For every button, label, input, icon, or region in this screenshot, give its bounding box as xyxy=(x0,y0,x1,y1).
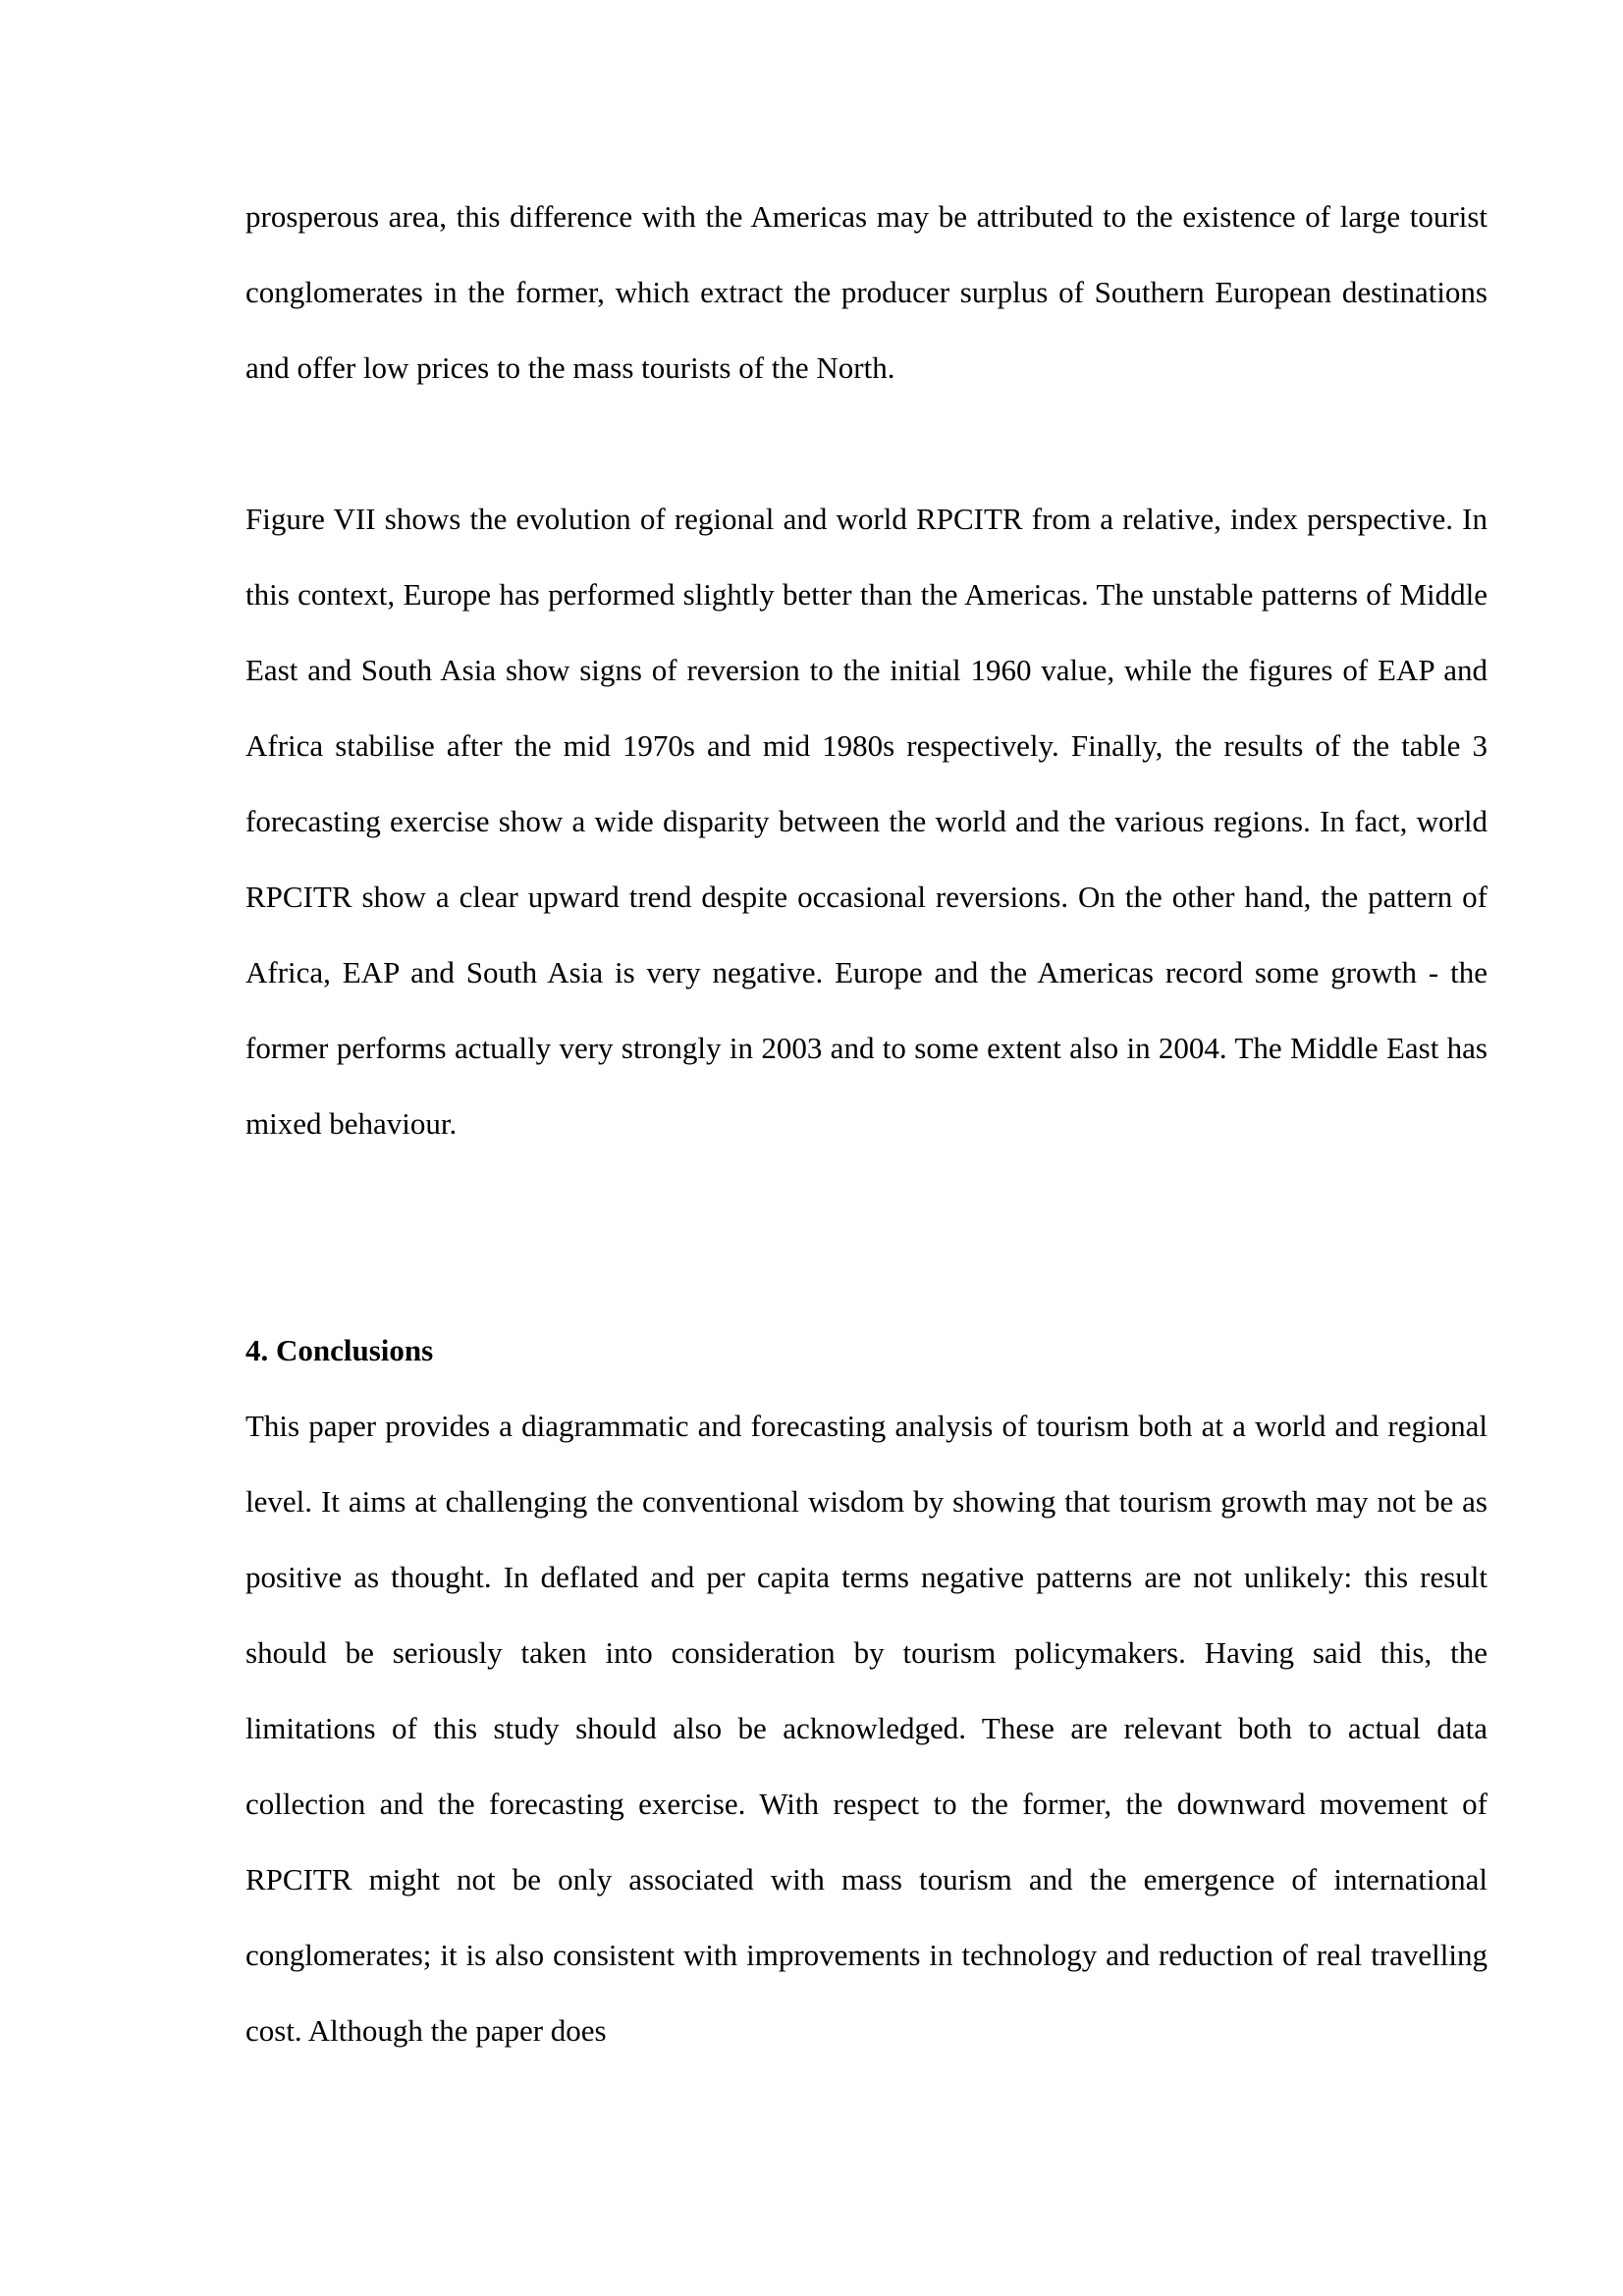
paragraph-continued: prosperous area, this difference with the Americas may be attributed to the existence of large tourist conglomerates in the former, which extract the producer surplus of Southern European destinations and offer low prices to the mass tourists of the North. xyxy=(245,199,1488,385)
paragraph-conclusions: This paper provides a diagrammatic and forecasting analysis of tourism both at a world and regional level. It aims at challenging the conventional wisdom by showing that tourism growth may not be as positive as thought. In deflated and per capita terms negative patterns are not unlikely: this result should be seriously taken into consideration by tourism policymakers. Having said this, the limitations of this study should also be acknowledged. These are relevant both to actual data collection and the forecasting exercise. With respect to the former, the downward movement of RPCITR might not be only associated with mass tourism and the emergence of international conglomerates; it is also consistent with improvements in technology and reduction of real travelling cost. Although the paper does xyxy=(245,1409,1488,2048)
section-heading-conclusions: 4. Conclusions xyxy=(245,1333,434,1367)
paragraph-figure-vii: Figure VII shows the evolution of regional and world RPCITR from a relative, index perspective. In this context, Europe has performed slightly better than the Americas. The unstable patterns of Middle East and South Asia show signs of reversion to the initial 1960 value, while the figures of EAP and Africa stabilise after the mid 1970s and mid 1980s respectively. Finally, the results of the table 3 forecasting exercise show a wide disparity between the world and the various regions. In fact, world RPCITR show a clear upward trend despite occasional reversions. On the other hand, the pattern of Africa, EAP and South Asia is very negative. Europe and the Americas record some growth - the former performs actually very strongly in 2003 and to some extent also in 2004. The Middle East has mixed behaviour. xyxy=(245,502,1488,1141)
